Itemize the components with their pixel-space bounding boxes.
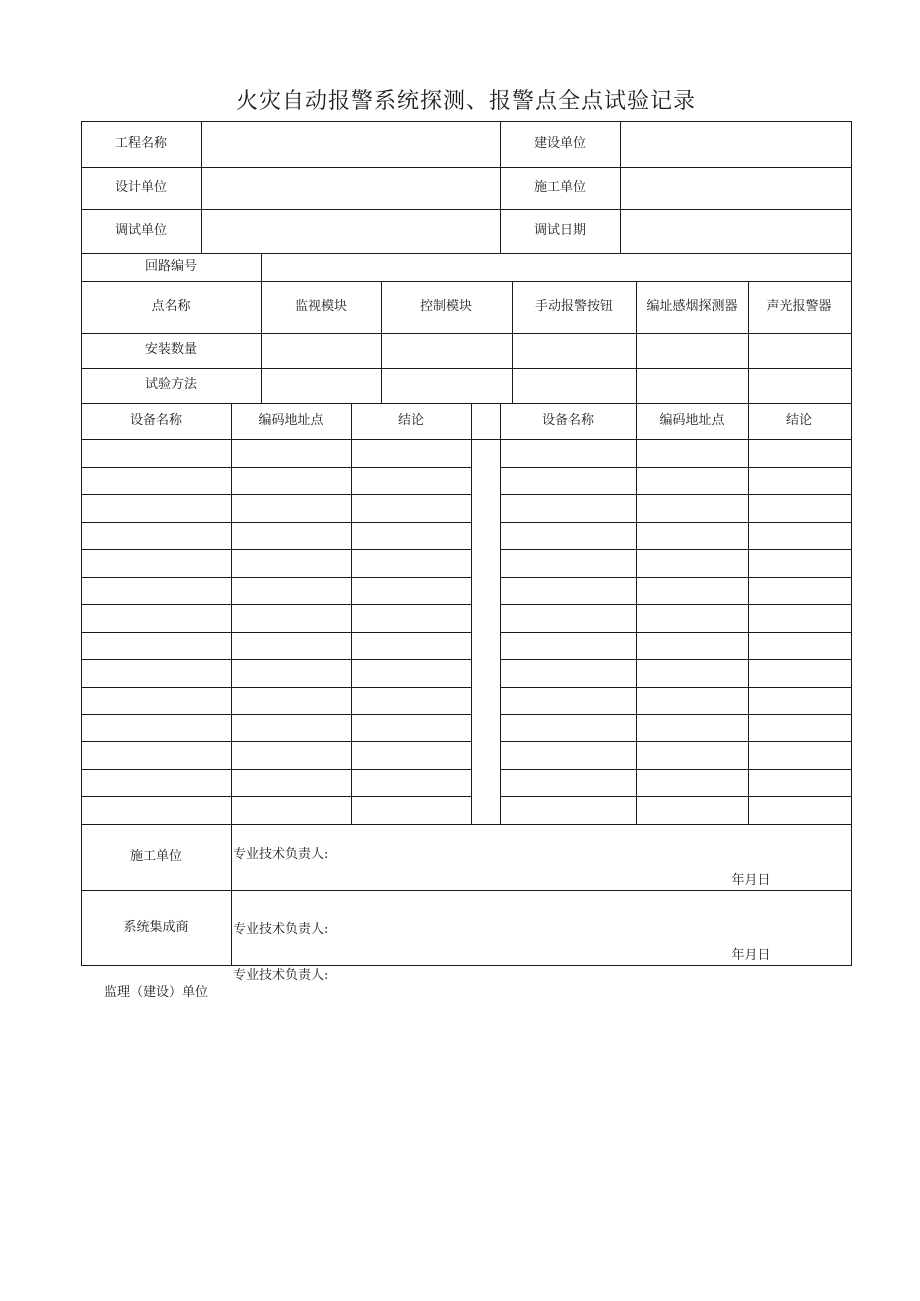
commissioning-unit-field[interactable] xyxy=(202,210,500,253)
record-cell[interactable] xyxy=(352,715,471,741)
integrator-signature-field[interactable] xyxy=(232,891,851,965)
record-cell[interactable] xyxy=(501,550,636,577)
record-cell[interactable] xyxy=(501,633,636,659)
test-method-cell[interactable] xyxy=(637,369,748,403)
record-cell[interactable] xyxy=(352,605,471,632)
builder-signature-field[interactable] xyxy=(232,825,851,890)
row-border xyxy=(81,403,852,404)
record-cell[interactable] xyxy=(637,495,748,522)
record-cell[interactable] xyxy=(352,660,471,687)
record-cell[interactable] xyxy=(749,523,851,549)
record-cell[interactable] xyxy=(232,797,351,824)
record-cell[interactable] xyxy=(749,468,851,494)
record-cell[interactable] xyxy=(637,797,748,824)
install-quantity-cell[interactable] xyxy=(637,334,748,368)
row-border xyxy=(81,965,852,966)
record-cell[interactable] xyxy=(82,660,231,687)
install-quantity-cell[interactable] xyxy=(749,334,851,368)
record-cell[interactable] xyxy=(749,495,851,522)
record-cell[interactable] xyxy=(232,715,351,741)
conclusion-header: 结论 xyxy=(785,413,813,428)
record-cell[interactable] xyxy=(82,495,231,522)
record-cell[interactable] xyxy=(501,770,636,796)
construction-unit-field[interactable] xyxy=(621,122,851,167)
record-cell[interactable] xyxy=(352,550,471,577)
point-name-label: 点名称 xyxy=(151,299,191,314)
record-cell[interactable] xyxy=(82,688,231,714)
device-name-header: 设备名称 xyxy=(541,413,595,428)
install-quantity-cell[interactable] xyxy=(382,334,512,368)
test-method-cell[interactable] xyxy=(749,369,851,403)
record-cell[interactable] xyxy=(232,770,351,796)
record-cell[interactable] xyxy=(82,468,231,494)
record-cell[interactable] xyxy=(637,688,748,714)
col-border xyxy=(471,403,472,824)
record-cell[interactable] xyxy=(352,742,471,769)
design-unit-field[interactable] xyxy=(202,168,500,209)
responsible-person-label: 专业技术负责人: xyxy=(233,968,329,983)
record-cell[interactable] xyxy=(82,523,231,549)
commissioning-date-label: 调试日期 xyxy=(533,223,587,238)
record-cell[interactable] xyxy=(232,550,351,577)
record-cell[interactable] xyxy=(501,495,636,522)
loop-number-label: 回路编号 xyxy=(144,259,198,274)
record-cell[interactable] xyxy=(749,770,851,796)
test-method-label: 试验方法 xyxy=(144,377,198,392)
device-type-header: 声光报警器 xyxy=(766,299,832,314)
commissioning-date-field[interactable] xyxy=(621,210,851,253)
test-method-cell[interactable] xyxy=(513,369,636,403)
record-cell[interactable] xyxy=(82,715,231,741)
record-cell[interactable] xyxy=(637,715,748,741)
record-cell[interactable] xyxy=(352,770,471,796)
record-cell[interactable] xyxy=(501,523,636,549)
date-label: 年月日 xyxy=(731,948,771,963)
record-cell[interactable] xyxy=(637,742,748,769)
record-cell[interactable] xyxy=(749,578,851,604)
project-name-label: 工程名称 xyxy=(114,136,168,151)
record-cell[interactable] xyxy=(501,578,636,604)
record-cell[interactable] xyxy=(232,660,351,687)
construction-unit-label: 建设单位 xyxy=(533,136,587,151)
record-cell[interactable] xyxy=(749,715,851,741)
record-cell[interactable] xyxy=(232,523,351,549)
commissioning-unit-label: 调试单位 xyxy=(114,223,168,238)
record-cell[interactable] xyxy=(501,605,636,632)
integrator-signoff-label: 系统集成商 xyxy=(123,920,189,935)
record-cell[interactable] xyxy=(82,770,231,796)
record-cell[interactable] xyxy=(352,468,471,494)
record-cell[interactable] xyxy=(749,605,851,632)
record-cell[interactable] xyxy=(352,440,471,467)
record-cell[interactable] xyxy=(501,468,636,494)
responsible-person-label: 专业技术负责人: xyxy=(233,922,329,937)
record-cell[interactable] xyxy=(749,660,851,687)
record-cell[interactable] xyxy=(82,742,231,769)
loop-number-field[interactable] xyxy=(262,254,851,281)
install-quantity-cell[interactable] xyxy=(262,334,381,368)
record-cell[interactable] xyxy=(82,440,231,467)
record-cell[interactable] xyxy=(749,742,851,769)
record-cell[interactable] xyxy=(232,605,351,632)
record-cell[interactable] xyxy=(501,715,636,741)
record-cell[interactable] xyxy=(637,440,748,467)
record-cell[interactable] xyxy=(352,495,471,522)
device-type-header: 控制模块 xyxy=(419,299,473,314)
record-cell[interactable] xyxy=(352,578,471,604)
record-cell[interactable] xyxy=(749,550,851,577)
record-cell[interactable] xyxy=(749,797,851,824)
record-cell[interactable] xyxy=(82,797,231,824)
supervisor-signoff-label: 监理（建设）单位 xyxy=(103,985,209,1000)
record-cell[interactable] xyxy=(637,550,748,577)
record-cell[interactable] xyxy=(637,770,748,796)
record-cell[interactable] xyxy=(232,495,351,522)
page-title: 火灾自动报警系统探测、报警点全点试验记录 xyxy=(235,89,696,114)
device-type-header: 编址感烟探测器 xyxy=(646,299,738,314)
record-cell[interactable] xyxy=(501,660,636,687)
record-cell[interactable] xyxy=(637,578,748,604)
record-cell[interactable] xyxy=(232,633,351,659)
record-cell[interactable] xyxy=(352,797,471,824)
test-method-cell[interactable] xyxy=(382,369,512,403)
device-name-header: 设备名称 xyxy=(129,413,183,428)
record-cell[interactable] xyxy=(82,578,231,604)
record-cell[interactable] xyxy=(501,440,636,467)
record-cell[interactable] xyxy=(501,797,636,824)
test-method-cell[interactable] xyxy=(262,369,381,403)
record-cell[interactable] xyxy=(637,633,748,659)
builder-signoff-label: 施工单位 xyxy=(129,849,183,864)
conclusion-header: 结论 xyxy=(397,413,425,428)
col-border xyxy=(500,121,501,253)
record-cell[interactable] xyxy=(352,688,471,714)
row-border xyxy=(81,281,852,282)
install-quantity-cell[interactable] xyxy=(513,334,636,368)
record-cell[interactable] xyxy=(232,468,351,494)
table-right-edge xyxy=(851,121,852,966)
record-cell[interactable] xyxy=(232,742,351,769)
record-cell[interactable] xyxy=(501,742,636,769)
device-type-header: 监视模块 xyxy=(294,299,348,314)
record-cell[interactable] xyxy=(637,523,748,549)
install-quantity-label: 安装数量 xyxy=(144,342,198,357)
builder-unit-label: 施工单位 xyxy=(533,180,587,195)
date-label: 年月日 xyxy=(731,873,771,888)
record-cell[interactable] xyxy=(501,688,636,714)
record-cell[interactable] xyxy=(82,605,231,632)
responsible-person-label: 专业技术负责人: xyxy=(233,847,329,862)
address-point-header: 编码地址点 xyxy=(659,413,725,428)
record-cell[interactable] xyxy=(637,660,748,687)
record-cell[interactable] xyxy=(352,523,471,549)
record-cell[interactable] xyxy=(749,440,851,467)
record-cell[interactable] xyxy=(749,688,851,714)
record-cell[interactable] xyxy=(232,578,351,604)
project-name-field[interactable] xyxy=(202,122,500,167)
record-cell[interactable] xyxy=(232,440,351,467)
design-unit-label: 设计单位 xyxy=(114,180,168,195)
record-cell[interactable] xyxy=(82,550,231,577)
record-cell[interactable] xyxy=(352,633,471,659)
record-cell[interactable] xyxy=(232,688,351,714)
record-cell[interactable] xyxy=(82,633,231,659)
record-cell[interactable] xyxy=(637,605,748,632)
record-cell[interactable] xyxy=(749,633,851,659)
address-point-header: 编码地址点 xyxy=(258,413,324,428)
device-type-header: 手动报警按钮 xyxy=(534,299,614,314)
builder-unit-field[interactable] xyxy=(621,168,851,209)
record-cell[interactable] xyxy=(637,468,748,494)
